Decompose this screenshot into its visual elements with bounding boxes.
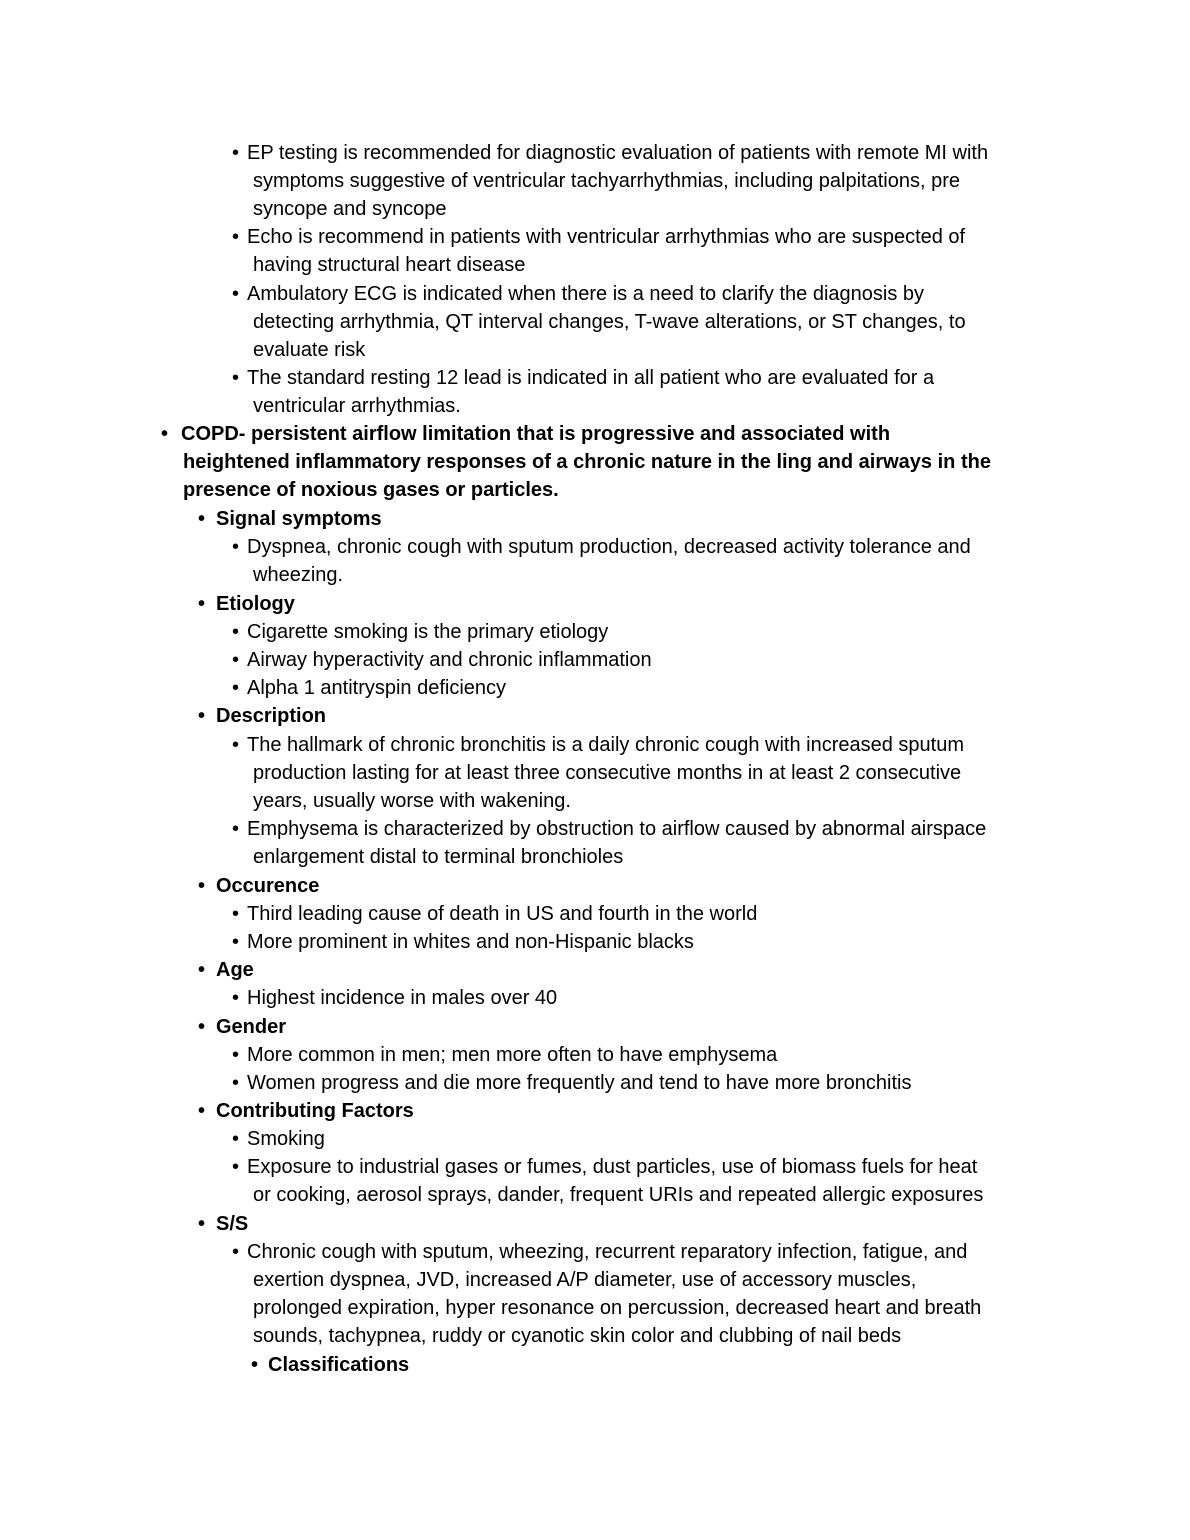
copd-heading: • COPD- persistent airflow limitation that is progressive and associated with heightened inflammatory responses of a chronic nature in the ling and airways in the presence of noxious gases or particles.: [161, 420, 991, 504]
bullet-icon: •: [232, 1241, 240, 1263]
section-heading-signal-symptoms: • Signal symptoms: [198, 505, 382, 533]
section-heading-description: • Description: [198, 702, 326, 730]
list-item: • The hallmark of chronic bronchitis is a daily chronic cough with increased sputum production lasting for at least three consecutive months in at least 2 consecutive years, usually worse with wakening.: [232, 731, 964, 815]
section-heading-occurence: • Occurence: [198, 872, 319, 900]
bullet-icon: •: [198, 875, 206, 897]
bullet-icon: •: [198, 1100, 206, 1122]
list-item: • More common in men; men more often to have emphysema: [232, 1041, 777, 1069]
list-item: • Dyspnea, chronic cough with sputum production, decreased activity tolerance and wheezing.: [232, 533, 971, 589]
bullet-icon: •: [232, 734, 240, 756]
list-item: • Exposure to industrial gases or fumes, dust particles, use of biomass fuels for heat or cooking, aerosol sprays, dander, frequent URIs and repeated allergic exposures: [232, 1153, 983, 1209]
bullet-icon: •: [198, 593, 206, 615]
subheading-classifications: • Classifications: [251, 1351, 409, 1379]
bullet-icon: •: [198, 1213, 206, 1235]
bullet-icon: •: [232, 1128, 240, 1150]
list-item: • Highest incidence in males over 40: [232, 984, 557, 1012]
list-item-ep-testing: • EP testing is recommended for diagnostic evaluation of patients with remote MI with symptoms suggestive of ventricular tachyarrhythmias, including palpitations, pre syncope and syncope: [232, 139, 988, 223]
bullet-icon: •: [232, 1156, 240, 1178]
bullet-icon: •: [232, 283, 240, 305]
list-item: • More prominent in whites and non-Hispanic blacks: [232, 928, 694, 956]
bullet-icon: •: [232, 536, 240, 558]
bullet-icon: •: [198, 1016, 206, 1038]
bullet-icon: •: [232, 367, 240, 389]
bullet-icon: •: [232, 226, 240, 248]
bullet-icon: •: [161, 423, 169, 445]
list-item: • Chronic cough with sputum, wheezing, recurrent reparatory infection, fatigue, and exertion dyspnea, JVD, increased A/P diameter, use of accessory muscles, prolonged expiration, hyper resonance on percussion, decreased heart and breath sounds, tachypnea, ruddy or cyanotic skin color and clubbing of nail beds: [232, 1238, 981, 1350]
bullet-icon: •: [232, 1072, 240, 1094]
section-heading-contributing-factors: • Contributing Factors: [198, 1097, 414, 1125]
bullet-icon: •: [198, 959, 206, 981]
section-heading-age: • Age: [198, 956, 254, 984]
section-heading-etiology: • Etiology: [198, 590, 295, 618]
list-item: • Women progress and die more frequently and tend to have more bronchitis: [232, 1069, 911, 1097]
list-item: • Smoking: [232, 1125, 325, 1153]
bullet-icon: •: [232, 818, 240, 840]
list-item: • Third leading cause of death in US and fourth in the world: [232, 900, 757, 928]
list-item: • Airway hyperactivity and chronic inflammation: [232, 646, 652, 674]
bullet-icon: •: [198, 705, 206, 727]
bullet-icon: •: [251, 1354, 259, 1376]
section-heading-signs-symptoms: • S/S: [198, 1210, 248, 1238]
bullet-icon: •: [232, 677, 240, 699]
list-item-resting-12-lead: • The standard resting 12 lead is indicated in all patient who are evaluated for a ventricular arrhythmias.: [232, 364, 934, 420]
bullet-icon: •: [232, 987, 240, 1009]
list-item-ambulatory-ecg: • Ambulatory ECG is indicated when there is a need to clarify the diagnosis by detecting arrhythmia, QT interval changes, T-wave alterations, or ST changes, to evaluate risk: [232, 280, 966, 364]
bullet-icon: •: [232, 621, 240, 643]
bullet-icon: •: [232, 142, 240, 164]
list-item: • Alpha 1 antitryspin deficiency: [232, 674, 506, 702]
bullet-icon: •: [232, 1044, 240, 1066]
list-item: • Emphysema is characterized by obstruction to airflow caused by abnormal airspace enlargement distal to terminal bronchioles: [232, 815, 986, 871]
list-item: • Cigarette smoking is the primary etiology: [232, 618, 608, 646]
list-item-echo: • Echo is recommend in patients with ventricular arrhythmias who are suspected of having structural heart disease: [232, 223, 965, 279]
bullet-icon: •: [232, 649, 240, 671]
bullet-icon: •: [232, 931, 240, 953]
section-heading-gender: • Gender: [198, 1013, 286, 1041]
bullet-icon: •: [198, 508, 206, 530]
bullet-icon: •: [232, 903, 240, 925]
